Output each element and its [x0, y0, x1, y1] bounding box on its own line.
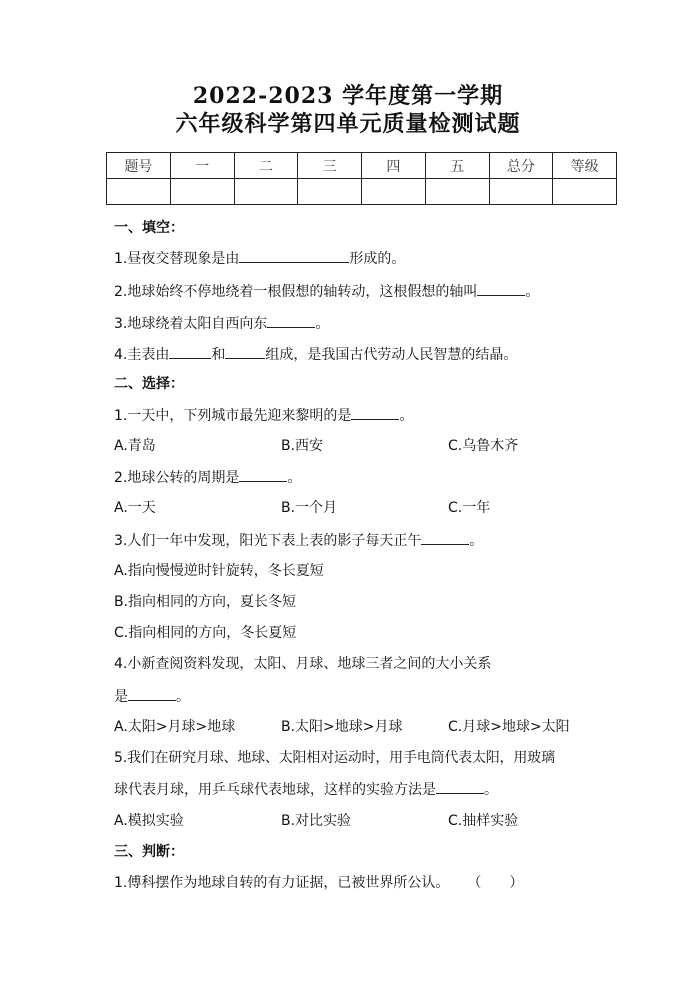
answer-blank[interactable]: [421, 530, 469, 545]
fill-q2-text: 2.地球始终不停地绕着一根假想的轴转动，这根假想的轴叫: [114, 284, 478, 300]
choice-question-5-line1: 5.我们在研究月球、地球、太阳相对运动时，用手电筒代表太阳，用玻璃: [114, 750, 555, 766]
choice-question-4-line2: [114, 686, 190, 707]
choice-q5-option-c[interactable]: C.抽样实验: [448, 813, 519, 829]
fill-question-2: [114, 281, 539, 302]
choice-q2-option-a[interactable]: A.一天: [114, 500, 156, 516]
choice-q4-option-b[interactable]: B.太阳>地球>月球: [281, 719, 403, 735]
answer-blank[interactable]: [239, 467, 287, 482]
choice-q5-option-a[interactable]: A.模拟实验: [114, 813, 184, 829]
score-header-cell: 等级: [553, 153, 617, 179]
section-judge-heading: 三、判断：: [114, 844, 184, 860]
judge-q1-answer-paren[interactable]: （ ）: [467, 875, 524, 891]
fill-question-1: [114, 248, 405, 269]
fill-question-3: [114, 313, 329, 334]
choice-question-4-line1: 4.小新查阅资料发现，太阳、月球、地球三者之间的大小关系: [114, 656, 492, 672]
answer-blank[interactable]: [267, 313, 315, 328]
score-table: [106, 152, 617, 205]
fill-q4-and: 和: [211, 347, 226, 363]
answer-blank[interactable]: [239, 248, 349, 263]
section-choice-heading: 二、选择：: [114, 376, 184, 392]
choice-q3-option-a[interactable]: A.指向慢慢逆时针旋转，冬长夏短: [114, 563, 324, 579]
score-header-cell: 题号: [107, 153, 171, 179]
fill-question-4: [114, 344, 517, 365]
score-value-cell[interactable]: [425, 179, 489, 205]
choice-q4-option-a[interactable]: A.太阳>月球>地球: [114, 719, 236, 735]
fill-q4-end: 组成，是我国古代劳动人民智慧的结晶。: [265, 347, 518, 363]
fill-q1-end: 形成的。: [349, 251, 406, 267]
score-header-cell: 一: [170, 153, 234, 179]
score-header-cell: 二: [234, 153, 298, 179]
fill-q3-end: 。: [315, 316, 330, 332]
fill-q4-text: 4.圭表由: [114, 347, 170, 363]
score-header-cell: 四: [362, 153, 426, 179]
judge-q1-text: 1.傅科摆作为地球自转的有力证据，已被世界所公认。: [114, 875, 450, 891]
choice-question-1: [114, 405, 413, 426]
choice-q2-option-c[interactable]: C.一年: [448, 500, 491, 516]
choice-question-3: [114, 530, 483, 551]
score-value-cell[interactable]: [234, 179, 298, 205]
score-value-cell[interactable]: [489, 179, 553, 205]
choice-q3-option-b[interactable]: B.指向相同的方向，夏长冬短: [114, 594, 297, 610]
answer-blank[interactable]: [477, 281, 525, 296]
fill-q1-text: 1.昼夜交替现象是由: [114, 251, 240, 267]
score-header-cell: 三: [298, 153, 362, 179]
choice-q3-text: 3.人们一年中发现，阳光下表上表的影子每天正午: [114, 533, 422, 549]
score-value-cell[interactable]: [553, 179, 617, 205]
choice-q4-text: 是: [114, 689, 128, 705]
choice-q1-option-c[interactable]: C.乌鲁木齐: [448, 438, 519, 454]
fill-q2-end: 。: [525, 284, 540, 300]
choice-q1-text: 1.一天中，下列城市最先迎来黎明的是: [114, 408, 352, 424]
section-fill-heading: 一、填空：: [114, 220, 184, 236]
exam-title-line1: 2022-2023 学年度第一学期: [192, 83, 504, 109]
choice-q1-option-a[interactable]: A.青岛: [114, 438, 156, 454]
score-header-cell: 五: [425, 153, 489, 179]
exam-title-line2: 六年级科学第四单元质量检测试题: [175, 111, 521, 137]
choice-q4-option-c[interactable]: C.月球>地球>太阳: [448, 719, 570, 735]
choice-q1-end: 。: [399, 408, 414, 424]
score-value-cell[interactable]: [170, 179, 234, 205]
score-value-cell[interactable]: [298, 179, 362, 205]
choice-q3-end: 。: [469, 533, 484, 549]
score-table-value-row: [107, 179, 617, 205]
choice-q2-text: 2.地球公转的周期是: [114, 470, 240, 486]
score-value-cell[interactable]: [362, 179, 426, 205]
judge-question-1: [114, 873, 523, 893]
answer-blank[interactable]: [436, 779, 484, 794]
answer-blank[interactable]: [351, 405, 399, 420]
score-value-cell[interactable]: [107, 179, 171, 205]
answer-blank[interactable]: [225, 344, 265, 359]
choice-q2-end: 。: [287, 470, 302, 486]
choice-q2-option-b[interactable]: B.一个月: [281, 500, 338, 516]
fill-q3-text: 3.地球绕着太阳自西向东: [114, 316, 268, 332]
answer-blank[interactable]: [169, 344, 211, 359]
choice-question-2: [114, 467, 301, 488]
choice-question-5-line2: [114, 779, 498, 800]
choice-q5-text: 球代表月球，用乒乓球代表地球，这样的实验方法是: [114, 782, 436, 798]
score-table-header-row: [107, 153, 617, 179]
choice-q5-end: 。: [484, 782, 498, 798]
answer-blank[interactable]: [128, 686, 176, 701]
score-header-cell: 总分: [489, 153, 553, 179]
choice-q3-option-c[interactable]: C.指向相同的方向，冬长夏短: [114, 625, 297, 641]
choice-q5-option-b[interactable]: B.对比实验: [281, 813, 352, 829]
choice-q1-option-b[interactable]: B.西安: [281, 438, 324, 454]
choice-q4-end: 。: [176, 689, 190, 705]
